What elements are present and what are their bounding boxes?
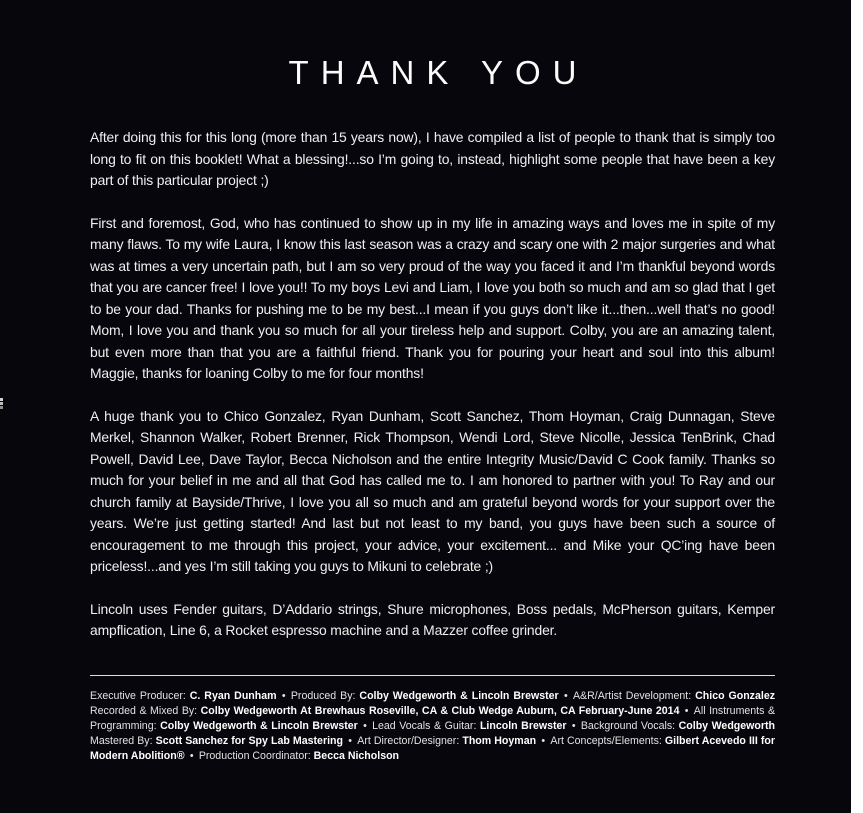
credit-name: Colby Wedgeworth & Lincoln Brewster <box>359 689 559 702</box>
credit-label: Executive Producer: <box>90 689 190 702</box>
credit-line <box>90 719 775 734</box>
credit-label: • All Instruments & <box>679 704 776 717</box>
credit-label: Recorded & Mixed By: <box>90 704 201 717</box>
credit-label: • A&R/Artist Development: <box>558 689 696 702</box>
credit-line <box>90 734 775 749</box>
paragraph-family: First and foremost, God, who has continued to show up in my life in amazing ways and loves me in spite of my many flaws. To my wife Laura, I know this last season was a crazy and scary one with 2 major surgeries and what was at times a very uncertain path, but I am so very proud of the way you faced it and I’m thankful beyond words that you are cancer free! I love you!! To my boys Levi and Liam, I love you both so much and am so glad that I get to be your dad. Thanks for pushing me to be my best...I mean if you guys don’t like it...then...well that’s no good! Mom, I love you and thank you so much for all your tireless help and support. Colby, you are an amazing talent, but even more than that you are a faithful friend. Thank you for pouring your heart and soul into this album! Maggie, thanks for loaning Colby to me for four months! <box>90 214 775 381</box>
credit-line <box>90 749 775 764</box>
credit-label: • Lead Vocals & Guitar: <box>357 719 480 732</box>
credit-name: Thom Hoyman <box>462 734 537 747</box>
credit-name: Gilbert Acevedo III for <box>664 734 776 747</box>
left-edge-mark <box>0 398 3 401</box>
credit-name: Colby Wedgeworth At Brewhaus Roseville, CA & Club Wedge Auburn, CA February-June 2014 <box>200 704 680 717</box>
credits-divider <box>90 675 775 676</box>
paragraph-team: A huge thank you to Chico Gonzalez, Ryan Dunham, Scott Sanchez, Thom Hoyman, Craig Dunnagan, Steve Merkel, Shannon Walker, Robert Brenner, Rick Thompson, Wendi Lord, Steve Nicolle, Jessica TenBrink, Chad Powell, David Lee, Dave Taylor, Becca Nicholson and the entire Integrity Music/David C Cook family. Thanks so much for your belief in me and all that God has called me to. I am honored to partner with you! To Ray and our church family at Bayside/Thrive, I love you all so much and am grateful beyond words for your support over the years. We’re just getting started! And last but not least to my band, you guys have been such a source of encouragement to me through this project, your advice, your excitement... and Mike your QC’ing have been priceless!...and yes I’m still taking you guys to Mikuni to celebrate ;) <box>90 407 775 574</box>
credit-name: Colby Wedgeworth & Lincoln Brewster <box>160 719 358 732</box>
credit-name: Scott Sanchez for Spy Lab Mastering <box>155 734 343 747</box>
page-title: THANK YOU <box>288 54 589 91</box>
credit-line <box>90 689 775 704</box>
credit-name: C. Ryan Dunham <box>189 689 277 702</box>
credit-name: Colby Wedgeworth <box>678 719 775 732</box>
credit-name: Becca Nicholson <box>313 749 400 762</box>
credit-label: • Art Director/Designer: <box>342 734 463 747</box>
credit-label: • Produced By: <box>276 689 360 702</box>
thank-you-text <box>90 127 775 642</box>
credit-label: • Production Coordinator: <box>184 749 314 762</box>
credit-line <box>90 704 775 719</box>
credit-label: Programming: <box>90 719 161 732</box>
scan-edge-strip <box>851 0 863 813</box>
credit-name: Modern Abolition® <box>90 749 185 762</box>
paragraph-intro: After doing this for this long (more than 15 years now), I have compiled a list of people to thank that is simply too long to fit on this booklet! What a blessing!...so I’m going to, instead, highlight some people that have been a key part of this particular project ;) <box>90 129 775 188</box>
page-content <box>90 0 775 764</box>
credit-label: Mastered By: <box>90 734 156 747</box>
credit-label: • Background Vocals: <box>566 719 679 732</box>
paragraph-gear: Lincoln uses Fender guitars, D’Addario strings, Shure microphones, Boss pedals, McPherson guitars, Kemper ampflication, Line 6, a Rocket espresso machine and a Mazzer coffee grinder. <box>90 600 775 638</box>
credit-name: Chico Gonzalez <box>695 689 776 702</box>
credits-block <box>90 689 775 764</box>
credit-name: Lincoln Brewster <box>479 719 567 732</box>
credit-label: • Art Concepts/Elements: <box>536 734 665 747</box>
